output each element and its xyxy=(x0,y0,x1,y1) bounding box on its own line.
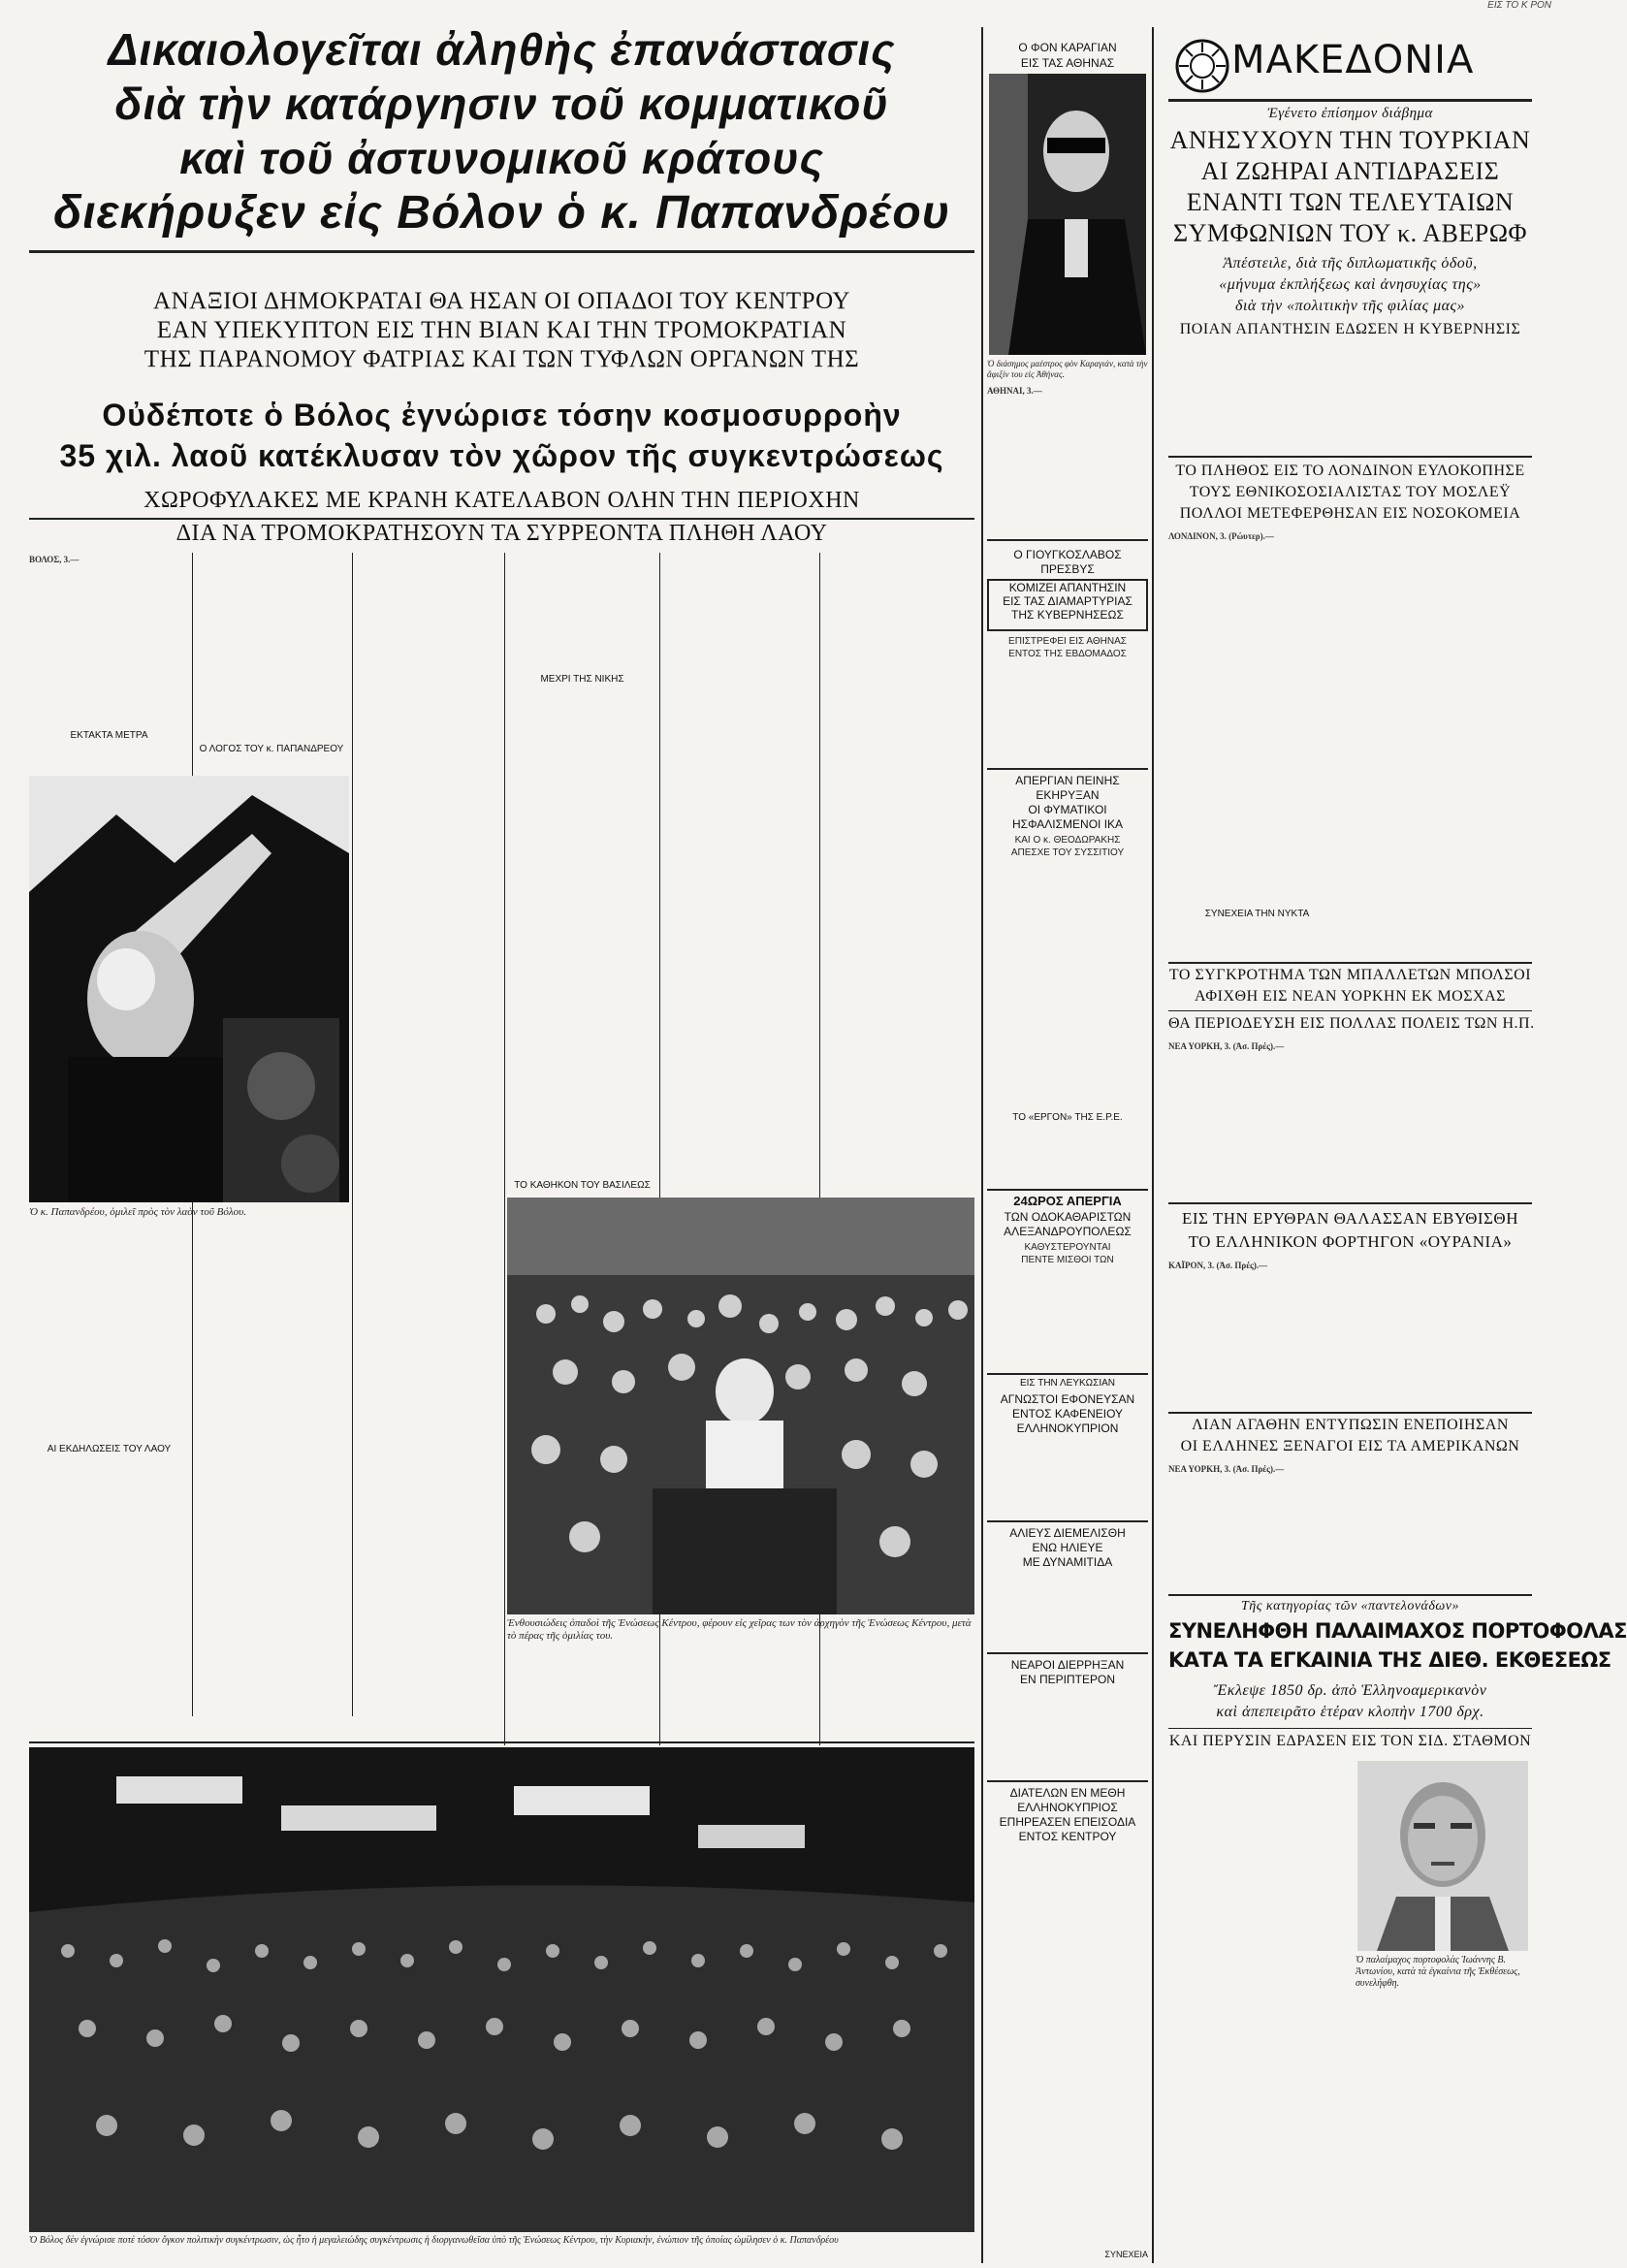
story5-head-1: 24ΩΡΟΣ ΑΠΕΡΓΙΑ xyxy=(1013,1194,1122,1208)
crowd-photo xyxy=(507,1198,974,1614)
story3-head-3: ΟΙ ΦΥΜΑΤΙΚΟΙ xyxy=(1028,803,1107,816)
story1-head-2: ΑΙ ΖΩΗΡΑΙ ΑΝΤΙΔΡΑΣΕΙΣ xyxy=(1200,157,1500,185)
story8-head-1: ΝΕΑΡΟΙ ΔΙΕΡΡΗΞΑΝ xyxy=(1010,1658,1125,1672)
article-column xyxy=(1168,1759,1346,2253)
article-column xyxy=(987,1270,1148,1367)
story-rule xyxy=(987,768,1148,770)
article-column xyxy=(662,555,817,1175)
story-rule xyxy=(1168,962,1532,964)
story-rule xyxy=(1168,1412,1532,1414)
article-column xyxy=(987,863,1148,1105)
story2-head-1: Ο ΓΙΟΥΓΚΟΣΛΑΒΟΣ xyxy=(1013,548,1122,561)
story-rule xyxy=(987,1189,1148,1191)
column-rule xyxy=(981,27,983,2263)
story3-head-1: ΑΠΕΡΓΙΑΝ ΠΕΙΝΗΣ xyxy=(1015,774,1120,787)
section-label-5: ΑΙ ΕΚΔΗΛΩΣΕΙΣ ΤΟΥ ΛΑΟΥ xyxy=(47,1444,172,1454)
caption-speaker: Ὁ κ. Παπανδρέου, ὁμιλεῖ πρὸς τὸν λαὸν τοῦ Βόλου. xyxy=(29,1206,246,1218)
top-corner-text: ΕΙΣ ΤΟ Κ ΡΟΝ xyxy=(1487,0,1551,11)
middle-dateline: ΑΘΗΝΑΙ, 3.— xyxy=(987,386,1042,396)
article-column xyxy=(1168,1041,1346,1197)
story3-head-2: ΑΦΙΧΘΗ ΕΙΣ ΝΕΑΝ ΥΟΡΚΗΝ ΕΚ ΜΟΣΧΑΣ xyxy=(1195,988,1506,1005)
story-rule xyxy=(1168,456,1532,458)
article-column xyxy=(987,1439,1148,1517)
story6-label: ΕΙΣ ΤΗΝ ΛΕΥΚΩΣΙΑΝ xyxy=(1019,1378,1116,1389)
story7-head-2: ΕΝΩ ΗΛΙΕΥΕ xyxy=(1032,1541,1103,1554)
article-column xyxy=(1168,531,1346,900)
main-headline-line-3: καὶ τοῦ ἀστυνομικοῦ κράτους xyxy=(179,133,824,183)
article-column xyxy=(29,1458,189,1740)
article-column xyxy=(29,555,189,729)
story3-head-4: ΗΣΦΑΛΙΣΜΕΝΟΙ ΙΚΑ xyxy=(1011,817,1124,831)
story2-sub: ΠΟΛΛΟΙ ΜΕΤΕΦΕΡΘΗΣΑΝ ΕΙΣ ΝΟΣΟΚΟΜΕΙΑ xyxy=(1179,505,1521,522)
story-rule xyxy=(1168,1010,1532,1011)
story3-sub-2: ΑΠΕΣΧΕ ΤΟΥ ΣΥΣΣΙΤΙΟΥ xyxy=(1010,847,1125,858)
pickpocket-photo xyxy=(1357,1761,1528,1951)
story-rule xyxy=(987,1520,1148,1522)
story1-head-3: ΕΝΑΝΤΙ ΤΩΝ ΤΕΛΕΥΤΑΙΩΝ xyxy=(1186,188,1515,216)
story5-head-3: ΑΛΕΞΑΝΔΡΟΥΠΟΛΕΩΣ xyxy=(1004,1225,1132,1238)
story2-head-2: ΤΟΥΣ ΕΘΝΙΚΟΣΟΣΙΑΛΙΣΤΑΣ ΤΟΥ ΜΟΣΛΕΫ xyxy=(1189,484,1512,500)
article-column xyxy=(507,688,657,1173)
article-column xyxy=(1168,1464,1346,1588)
karajan-photo xyxy=(989,74,1146,355)
story3-sub-1: ΚΑΙ Ο κ. ΘΕΟΔΩΡΑΚΗΣ xyxy=(1014,835,1121,846)
story9-head-3: ΕΠΗΡΕΑΣΕΝ ΕΠΕΙΣΟΔΙΑ xyxy=(999,1815,1136,1829)
story1-kicker: Ἐγένετο ἐπίσημον διάβημα xyxy=(1267,106,1433,121)
masthead-title: ΜΑΚΕΔΟΝΙΑ xyxy=(1231,38,1475,82)
story6-sub-1: Ἔκλεψε 1850 δρ. ἀπὸ Ἑλληνοαμερικανὸν xyxy=(1213,1682,1487,1699)
subhead2-line-1: Οὐδέποτε ὁ Βόλος ἐγνώρισε τόσην κοσμοσυρροὴν xyxy=(102,398,902,432)
story5-head-2: ΤΩΝ ΟΔΟΚΑΘΑΡΙΣΤΩΝ xyxy=(1004,1210,1132,1224)
story6-sub-2: καὶ ἀπεπειρᾶτο ἑτέραν κλοπὴν 1700 δρχ. xyxy=(1216,1704,1484,1720)
story1-sub-4: ΠΟΙΑΝ ΑΠΑΝΤΗΣΙΝ ΕΔΩΣΕΝ Η ΚΥΒΕΡΝΗΣΙΣ xyxy=(1179,321,1521,337)
continued-label: ΣΥΝΕΧΕΙΑ xyxy=(1104,2250,1148,2259)
subhead2-line-2: 35 χιλ. λαοῦ κατέκλυσαν τὸν χῶρον τῆς συγκεντρώσεως xyxy=(59,438,944,473)
story7-head-1: ΑΛΙΕΥΣ ΔΙΕΜΕΛΙΣΘΗ xyxy=(1009,1526,1126,1540)
pickpocket-caption: Ὁ παλαίμαχος πορτοφολὰς Ἰωάννης Β. Ἀντωνίου, κατὰ τὰ ἐγκαίνια τῆς Ἐκθέσεως, συνελήφθη. xyxy=(1356,1955,1520,1989)
story2-head-1: ΤΟ ΠΛΗΘΟΣ ΕΙΣ ΤΟ ΛΟΝΔΙΝΟΝ ΕΥΛΟΚΟΠΗΣΕ xyxy=(1175,463,1525,479)
story3-sub: ΘΑ ΠΕΡΙΟΔΕΥΣΗ ΕΙΣ ΠΟΛΛΑΣ ΠΟΛΕΙΣ ΤΩΝ Η.Π. xyxy=(1168,1015,1535,1032)
story5-dateline: ΝΕΑ ΥΟΡΚΗ, 3. (Ἀσ. Πρές).— xyxy=(1168,1464,1285,1474)
story3-dateline: ΝΕΑ ΥΟΡΚΗ, 3. (Ἀσ. Πρές).— xyxy=(1168,1041,1285,1051)
article-column xyxy=(987,386,1148,531)
story3-head-1: ΤΟ ΣΥΓΚΡΟΤΗΜΑ ΤΩΝ ΜΠΑΛΛΕΤΩΝ ΜΠΟΛΣΟΙ xyxy=(1168,967,1532,983)
article-column xyxy=(1168,345,1346,452)
subhead3-line-2: ΔΙΑ ΝΑ ΤΡΟΜΟΚΡΑΤΗΣΟΥΝ ΤΑ ΣΥΡΡΕΟΝΤΑ ΠΛΗΘΗ ΛΑΟΥ xyxy=(175,521,828,546)
article-column xyxy=(987,1573,1148,1650)
story6-head-2: ΕΝΤΟΣ ΚΑΦΕΝΕΙΟΥ xyxy=(1011,1407,1124,1421)
article-column xyxy=(987,1127,1148,1185)
story2-sub-1: ΕΠΙΣΤΡΕΦΕΙ ΕΙΣ ΑΘΗΝΑΣ xyxy=(1008,636,1127,647)
story3-head-2: ΕΚΗΡΥΞΑΝ xyxy=(1036,788,1100,802)
column-rule xyxy=(352,553,353,1716)
article-column xyxy=(29,1224,189,1437)
article-column xyxy=(1354,1464,1532,1588)
article-column xyxy=(1354,1997,1532,2253)
subhead-line-3: ΤΗΣ ΠΑΡΑΝΟΜΟΥ ΦΑΤΡΙΑΣ ΚΑΙ ΤΩΝ ΤΥΦΛΩΝ ΟΡΓΑΝΩΝ ΤΗΣ xyxy=(144,346,860,372)
section-label-3: ΜΕΧΡΙ ΤΗΣ ΝΙΚΗΣ xyxy=(540,674,624,685)
story2-sub-2: ΕΝΤΟΣ ΤΗΣ ΕΒΔΟΜΑΔΟΣ xyxy=(1008,649,1127,659)
story9-head-4: ΕΝΤΟΣ ΚΕΝΤΡΟΥ xyxy=(1018,1830,1117,1843)
story9-head-1: ΔΙΑΤΕΛΩΝ ΕΝ ΜΕΘΗ xyxy=(1009,1786,1126,1800)
masthead-rule xyxy=(1168,99,1532,102)
story-rule xyxy=(987,1373,1148,1375)
story6-kicker: Τῆς κατηγορίας τῶν «παντελονάδων» xyxy=(1240,1599,1460,1613)
story2-head-3: ΚΟΜΙΖΕΙ ΑΠΑΝΤΗΣΙΝ xyxy=(1008,581,1127,594)
story-rule xyxy=(1168,1202,1532,1204)
story1-sub-3: διὰ τὴν «πολιτικὴν τῆς φιλίας μας» xyxy=(1235,298,1465,314)
article-column xyxy=(507,555,657,671)
main-headline-line-1: Δικαιολογεῖται ἀληθὴς ἐπανάστασις xyxy=(108,24,896,75)
story1-head-4: ΣΥΜΦΩΝΙΩΝ ΤΟΥ κ. ΑΒΕΡΩΦ xyxy=(1172,219,1528,247)
story4-head-2: ΤΟ ΕΛΛΗΝΙΚΟΝ ΦΟΡΤΗΓΟΝ «ΟΥΡΑΝΙΑ» xyxy=(1188,1232,1513,1251)
main-headline-line-4: διεκήρυξεν εἰς Βόλον ὁ κ. Παπανδρέου xyxy=(52,187,951,239)
headline-rule xyxy=(29,250,974,253)
story6-head-3: ΕΛΛΗΝΟΚΥΠΡΙΟΝ xyxy=(1016,1421,1119,1435)
column-rule xyxy=(504,553,505,1745)
story2-head-4: ΕΙΣ ΤΑΣ ΔΙΑΜΑΡΤΥΡΙΑΣ xyxy=(1003,594,1133,608)
story2-head-5: ΤΗΣ ΚΥΒΕΡΝΗΣΕΩΣ xyxy=(1011,608,1124,622)
article-column xyxy=(1354,531,1532,958)
main-headline-line-2: διὰ τὴν κατάργησιν τοῦ κομματικοῦ xyxy=(114,79,889,129)
story5-head-1: ΛΙΑΝ ΑΓΑΘΗΝ ΕΝΤΥΠΩΣΙΝ ΕΝΕΠΟΙΗΣΑΝ xyxy=(1192,1417,1509,1433)
story9-head-2: ΕΛΛΗΝΟΚΥΠΡΙΟΣ xyxy=(1017,1801,1118,1814)
story4-dateline: ΚΑΪΡΟΝ, 3. (Ἀσ. Πρές).— xyxy=(1168,1261,1268,1270)
article-column xyxy=(1354,345,1532,452)
story2-head-2: ΠΡΕΣΒΥΣ xyxy=(1040,562,1095,576)
article-column xyxy=(987,1848,1148,2246)
article-column xyxy=(822,555,974,1175)
subhead3-rule xyxy=(29,518,974,520)
subhead-line-1: ΑΝΑΞΙΟΙ ΔΗΜΟΚΡΑΤΑΙ ΘΑ ΗΣΑΝ ΟΙ ΟΠΑΔΟΙ ΤΟΥ ΚΕΝΤΡΟΥ xyxy=(153,288,850,314)
story6-head-1: ΣΥΝΕΛΗΦΘΗ ΠΑΛΑΙΜΑΧΟΣ ΠΟΡΤΟΦΟΛΑΣ xyxy=(1168,1619,1627,1643)
dateline: ΒΟΛΟΣ, 3.— xyxy=(29,555,80,564)
caption-crowd: Ἐνθουσιώδεις ὀπαδοὶ τῆς Ἑνώσεως Κέντρου, φέρουν εἰς χεῖρας των τὸν ἀρχηγὸν τῆς Ἑνώσεως Κέντρου, μετὰ τὸ πέρας τῆς ὁμιλίας του. xyxy=(507,1617,972,1642)
article-column xyxy=(1354,1261,1532,1406)
article-column xyxy=(1354,1041,1532,1197)
story2-head-box xyxy=(987,579,1148,631)
story-rule xyxy=(1168,1728,1532,1729)
article-column xyxy=(354,1224,501,1738)
article-column xyxy=(1168,923,1346,958)
section-label-4: ΤΟ ΚΑΘΗΚΟΝ ΤΟΥ ΒΑΣΙΛΕΩΣ xyxy=(514,1180,651,1191)
photo-top-rule xyxy=(29,1741,974,1743)
story6-head-2: ΚΑΤΑ ΤΑ ΕΓΚΑΙΝΙΑ ΤΗΣ ΔΙΕΘ. ΕΚΘΕΣΕΩΣ xyxy=(1168,1648,1611,1672)
article-column xyxy=(354,555,501,1195)
story-rule xyxy=(987,1780,1148,1782)
story5-head-2: ΟΙ ΕΛΛΗΝΕΣ ΞΕΝΑΓΟΙ ΕΙΣ ΤΑ ΑΜΕΡΙΚΑΝΩΝ xyxy=(1180,1438,1520,1454)
story5-sub-1: ΚΑΘΥΣΤΕΡΟΥΝΤΑΙ xyxy=(1024,1242,1111,1253)
section-label-1: ΕΚΤΑΚΤΑ ΜΕΤΡΑ xyxy=(70,730,148,741)
story-rule xyxy=(987,1652,1148,1654)
subhead-line-2: ΕΑΝ ΥΠΕΚΥΠΤΟΝ ΕΙΣ ΤΗΝ ΒΙΑΝ ΚΑΙ ΤΗΝ ΤΡΟΜΟΚΡΑΤΙΑΝ xyxy=(156,317,847,343)
story2-dateline: ΛΟΝΔΙΝΟΝ, 3. (Ρώυτερ).— xyxy=(1168,531,1274,541)
section-label-2: Ο ΛΟΓΟΣ ΤΟΥ κ. ΠΑΠΑΝΔΡΕΟΥ xyxy=(199,744,344,754)
story4-head-1: ΕΙΣ ΤΗΝ ΕΡΥΘΡΑΝ ΘΑΛΑΣΣΑΝ ΕΒΥΘΙΣΘΗ xyxy=(1182,1209,1518,1228)
story1-sub-2: «μήνυμα ἐκπλήξεως καὶ ἀνησυχίας της» xyxy=(1219,276,1482,293)
caption-bottom: Ὁ Βόλος δὲν ἐγνώρισε ποτὲ τόσον ὄγκον πολιτικὴν συγκέντρωσιν, ὡς ἦτο ἡ μεγαλειώδης συγκέντρωσις ἡ διοργανωθεῖσα ὑπὸ τῆς Ἑνώσεως Κέντρου, τὴν Κυριακήν, ἐνώπιον τῆς ὁποίας ὡμίλησεν ὁ κ. Παπανδρέου xyxy=(29,2235,839,2246)
story2-label: ΣΥΝΕΧΕΙΑ ΤΗΝ ΝΥΚΤΑ xyxy=(1204,909,1310,919)
story1-head-1: ΑΝΗΣΥΧΟΥΝ ΤΗΝ ΤΟΥΡΚΙΑΝ xyxy=(1169,126,1531,154)
story5-sub-2: ΠΕΝΤΕ ΜΙΣΘΟΙ ΤΩΝ xyxy=(1021,1255,1114,1265)
story8-head-2: ΕΝ ΠΕΡΙΠΤΕΡΟΝ xyxy=(1019,1673,1115,1686)
article-column xyxy=(987,665,1148,762)
speaker-photo xyxy=(29,776,349,1202)
story1-sub-1: Ἀπέστειλε, διὰ τῆς διπλωματικῆς ὁδοῦ, xyxy=(1223,255,1478,272)
story4-label: ΤΟ «ΕΡΓΟΝ» ΤΗΣ Ε.Ρ.Ε. xyxy=(1012,1112,1123,1123)
story-rule xyxy=(1168,1594,1532,1596)
karajan-caption: Ὁ διάσημος μαέστρος φὸν Καραγιάν, κατὰ τὴν ἄφιξίν του εἰς Ἀθήνας. xyxy=(987,359,1148,379)
story-rule xyxy=(987,539,1148,541)
article-column xyxy=(1168,1261,1346,1406)
subhead3-line-1: ΧΩΡΟΦΥΛΑΚΕΣ ΜΕ ΚΡΑΝΗ ΚΑΤΕΛΑΒΟΝ ΟΛΗΝ ΤΗΝ ΠΕΡΙΟΧΗΝ xyxy=(144,488,860,513)
story7-head-3: ΜΕ ΔΥΝΑΜΙΤΙΔΑ xyxy=(1022,1555,1113,1569)
photo-title-line-2: ΕΙΣ ΤΑΣ ΑΘΗΝΑΣ xyxy=(1020,56,1115,70)
column-rule xyxy=(1152,27,1154,2263)
masthead-logo-icon xyxy=(1175,39,1229,93)
photo-title-line-1: Ο ΦΟΝ ΚΑΡΑΓΙΑΝ xyxy=(1018,41,1117,54)
bottom-crowd-photo xyxy=(29,1747,974,2232)
story6-head-1: ΑΓΝΩΣΤΟΙ ΕΦΟΝΕΥΣΑΝ xyxy=(1000,1392,1135,1406)
article-column xyxy=(194,555,349,739)
story6-sub-3: ΚΑΙ ΠΕΡΥΣΙΝ ΕΔΡΑΣΕΝ ΕΙΣ ΤΟΝ ΣΙΔ. ΣΤΑΘΜΟΝ xyxy=(1168,1733,1532,1749)
article-column xyxy=(987,1691,1148,1778)
